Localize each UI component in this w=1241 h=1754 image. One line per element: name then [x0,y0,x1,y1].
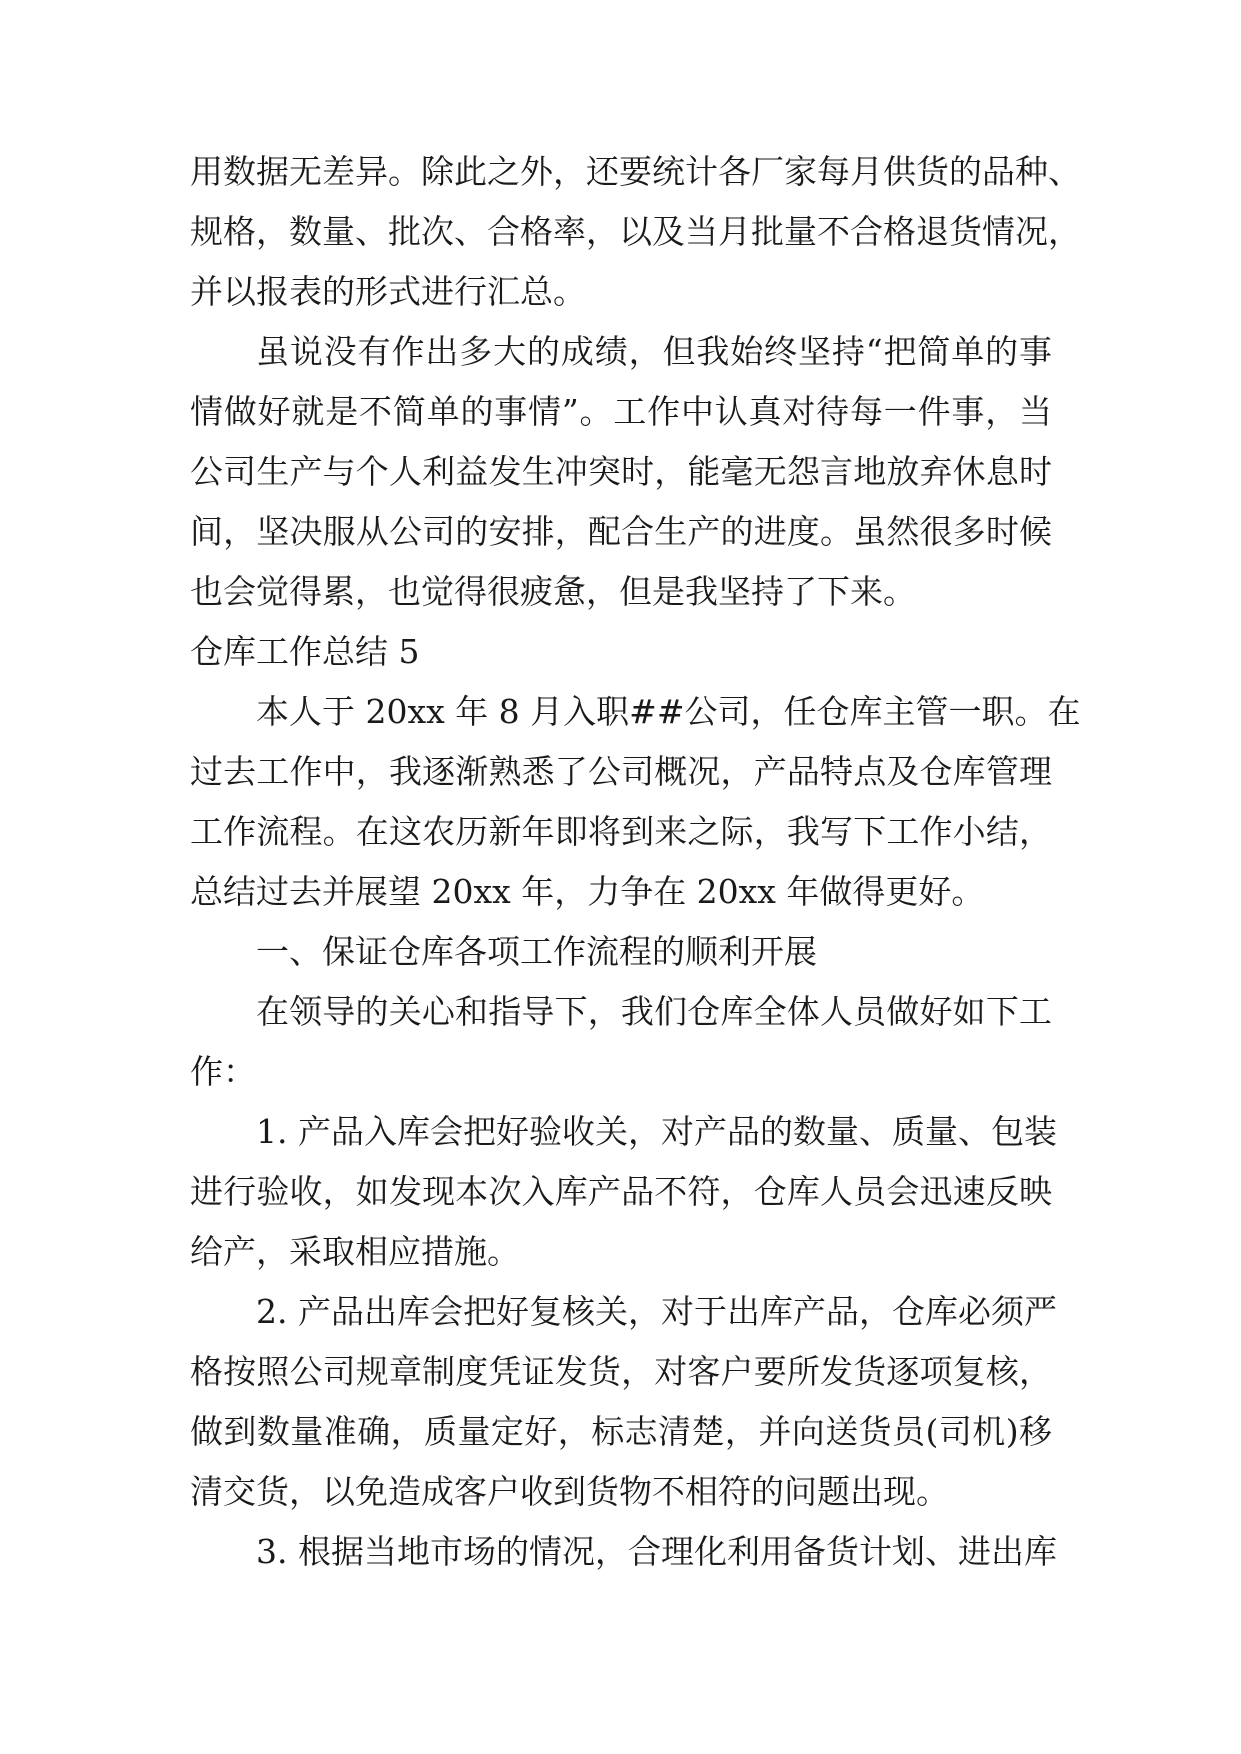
text-line: 格按照公司规章制度凭证发货，对客户要所发货逐项复核， [190,1352,1052,1391]
text-line: 作： [190,1052,256,1091]
text-line: 3. 根据当地市场的情况，合理化利用备货计划、进出库 [256,1532,1057,1571]
text-line: 进行验收，如发现本次入库产品不符，仓库人员会迅速反映 [190,1172,1052,1211]
text-line: 过去工作中，我逐渐熟悉了公司概况，产品特点及仓库管理 [190,752,1052,791]
subsection-heading: 一、保证仓库各项工作流程的顺利开展 [256,932,817,971]
text-line: 在领导的关心和指导下，我们仓库全体人员做好如下工 [256,992,1052,1031]
text-line: 规格，数量、批次、合格率，以及当月批量不合格退货情况， [190,212,1081,251]
text-line: 本人于 20xx 年 8 月入职##公司，任仓库主管一职。在 [256,692,1081,731]
text-line: 间，坚决服从公司的安排，配合生产的进度。虽然很多时候 [190,512,1052,551]
text-line: 1. 产品入库会把好验收关，对产品的数量、质量、包装 [256,1112,1057,1151]
text-line: 也会觉得累，也觉得很疲惫，但是我坚持了下来。 [190,572,916,611]
text-line: 总结过去并展望 20xx 年，力争在 20xx 年做得更好。 [190,872,985,911]
text-line: 情做好就是不简单的事情”。工作中认真对待每一件事，当 [190,392,1052,431]
text-line: 给产，采取相应措施。 [190,1232,520,1271]
text-line: 2. 产品出库会把好复核关，对于出库产品，仓库必须严 [256,1292,1057,1331]
text-line: 公司生产与个人利益发生冲突时，能毫无怨言地放弃休息时 [190,452,1052,491]
text-line: 虽说没有作出多大的成绩，但我始终坚持“把简单的事 [256,332,1052,371]
text-line: 工作流程。在这农历新年即将到来之际，我写下工作小结， [190,812,1052,851]
section-heading: 仓库工作总结 5 [190,632,420,671]
text-line: 做到数量准确，质量定好，标志清楚，并向送货员(司机)移 [190,1412,1052,1451]
document-body [190,142,1081,1582]
text-line: 并以报表的形式进行汇总。 [190,272,586,311]
text-line: 清交货，以免造成客户收到货物不相符的问题出现。 [190,1472,949,1511]
text-line: 用数据无差异。除此之外，还要统计各厂家每月供货的品种、 [190,152,1081,191]
